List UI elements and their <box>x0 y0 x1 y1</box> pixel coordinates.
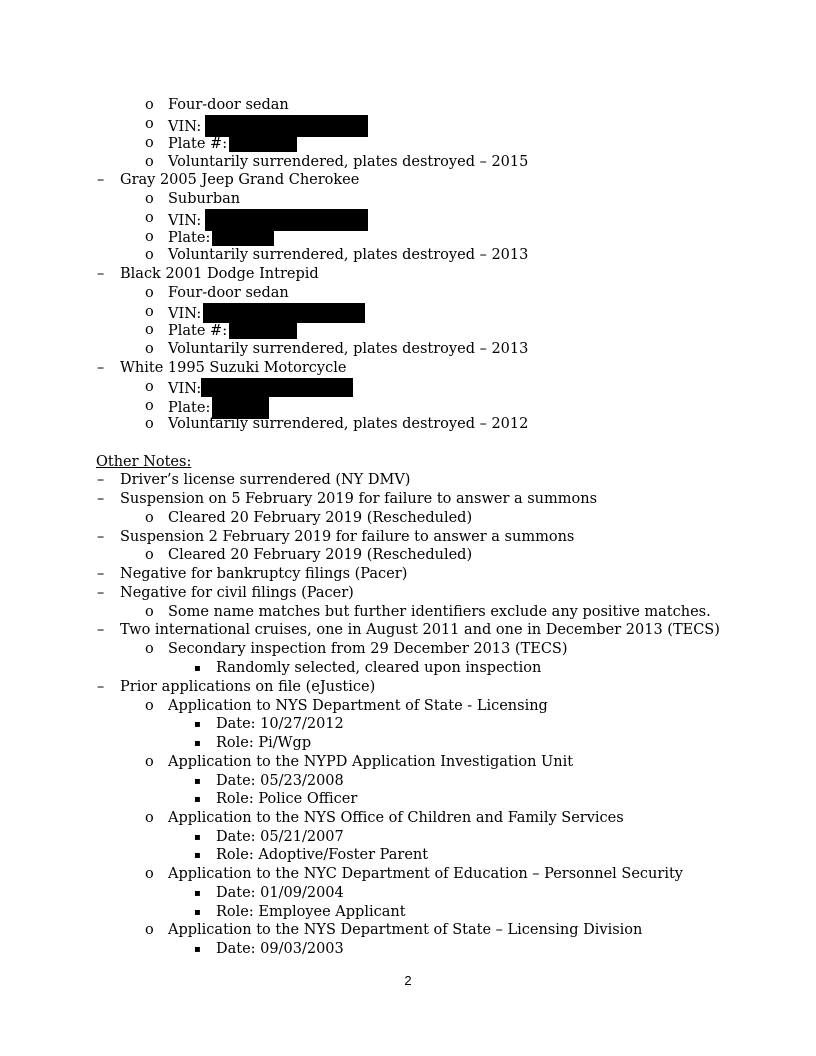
redaction-block <box>212 228 274 246</box>
list-bullet: o <box>145 698 154 714</box>
list-bullet: o <box>145 922 154 938</box>
list-bullet: – <box>97 585 105 601</box>
list-item-text: VIN: <box>168 213 202 229</box>
list-item-text: Role: Pi/Wgp <box>216 735 312 751</box>
list-bullet: – <box>97 491 105 507</box>
list-bullet: o <box>145 604 154 620</box>
list-bullet: ▪ <box>194 776 201 787</box>
section-heading: Other Notes: <box>96 454 192 470</box>
list-item-text: Plate #: <box>168 323 228 339</box>
list-item-text: Voluntarily surrendered, plates destroyed – 2013 <box>168 247 529 263</box>
list-item-text: Date: 01/09/2004 <box>216 885 344 901</box>
list-bullet: ▪ <box>194 850 201 861</box>
list-item-text: VIN: <box>168 381 202 397</box>
list-item-text: White 1995 Suzuki Motorcycle <box>120 360 347 376</box>
list-bullet: o <box>145 154 154 170</box>
list-bullet: – <box>97 529 105 545</box>
list-bullet: – <box>97 172 105 188</box>
redaction-block <box>229 134 297 152</box>
list-bullet: o <box>145 210 154 226</box>
list-item-text: Four-door sedan <box>168 97 289 113</box>
list-bullet: ▪ <box>194 794 201 805</box>
list-item-text: Secondary inspection from 29 December 2013 (TECS) <box>168 641 568 657</box>
list-bullet: – <box>97 566 105 582</box>
list-item-text: Plate #: <box>168 136 228 152</box>
list-item-text: Date: 05/21/2007 <box>216 829 344 845</box>
list-bullet: ▪ <box>194 663 201 674</box>
list-item-text: Cleared 20 February 2019 (Rescheduled) <box>168 547 473 563</box>
list-bullet: ▪ <box>194 832 201 843</box>
redaction-block <box>201 378 353 397</box>
list-bullet: o <box>145 285 154 301</box>
list-item-text: Date: 10/27/2012 <box>216 716 344 732</box>
list-item-text: Plate: <box>168 230 211 246</box>
list-item-text: Randomly selected, cleared upon inspection <box>216 660 542 676</box>
list-item-text: Suburban <box>168 191 241 207</box>
list-bullet: ▪ <box>194 944 201 955</box>
list-item-text: Four-door sedan <box>168 285 289 301</box>
list-bullet: ▪ <box>194 719 201 730</box>
list-item-text: Voluntarily surrendered, plates destroyed – 2012 <box>168 416 529 432</box>
page-number: 2 <box>404 973 412 988</box>
list-bullet: – <box>97 472 105 488</box>
list-bullet: – <box>97 266 105 282</box>
list-item-text: Suspension on 5 February 2019 for failure to answer a summons <box>120 491 598 507</box>
list-item-text: Voluntarily surrendered, plates destroyed – 2015 <box>168 154 529 170</box>
list-bullet: – <box>97 360 105 376</box>
list-bullet: o <box>145 754 154 770</box>
list-item-text: Prior applications on file (eJustice) <box>120 679 376 695</box>
redaction-block <box>203 303 365 323</box>
list-bullet: o <box>145 341 154 357</box>
list-item-text: Application to the NYS Office of Children and Family Services <box>168 810 624 826</box>
list-bullet: o <box>145 97 154 113</box>
list-item-text: Driver’s license surrendered (NY DMV) <box>120 472 411 488</box>
list-bullet: o <box>145 247 154 263</box>
list-item-text: VIN: <box>168 306 202 322</box>
list-item-text: Date: 09/03/2003 <box>216 941 344 957</box>
list-bullet: ▪ <box>194 907 201 918</box>
list-item-text: Some name matches but further identifiers exclude any positive matches. <box>168 604 711 620</box>
list-bullet: – <box>97 622 105 638</box>
list-bullet: o <box>145 398 154 414</box>
list-bullet: ▪ <box>194 888 201 899</box>
list-bullet: o <box>145 810 154 826</box>
list-item-text: Suspension 2 February 2019 for failure to answer a summons <box>120 529 575 545</box>
list-bullet: o <box>145 191 154 207</box>
list-item-text: Cleared 20 February 2019 (Rescheduled) <box>168 510 473 526</box>
list-item-text: Application to the NYS Department of State – Licensing Division <box>168 922 643 938</box>
list-bullet: o <box>145 135 154 151</box>
list-item-text: Application to the NYC Department of Education – Personnel Security <box>168 866 683 882</box>
list-bullet: o <box>145 229 154 245</box>
list-item-text: Date: 05/23/2008 <box>216 773 344 789</box>
list-item-text: Role: Police Officer <box>216 791 358 807</box>
list-item-text: VIN: <box>168 119 202 135</box>
list-item-text: Voluntarily surrendered, plates destroyed – 2013 <box>168 341 529 357</box>
list-bullet: o <box>145 510 154 526</box>
list-bullet: ▪ <box>194 738 201 749</box>
list-item-text: Role: Employee Applicant <box>216 904 406 920</box>
list-bullet: o <box>145 379 154 395</box>
list-bullet: o <box>145 547 154 563</box>
list-item-text: Plate: <box>168 400 211 416</box>
list-item-text: Application to the NYPD Application Investigation Unit <box>168 754 574 770</box>
list-bullet: o <box>145 322 154 338</box>
list-item-text: Gray 2005 Jeep Grand Cherokee <box>120 172 360 188</box>
list-bullet: o <box>145 416 154 432</box>
list-item-text: Black 2001 Dodge Intrepid <box>120 266 319 282</box>
list-item-text: Application to NYS Department of State - Licensing <box>168 698 548 714</box>
list-item-text: Negative for civil filings (Pacer) <box>120 585 354 601</box>
list-item-text: Negative for bankruptcy filings (Pacer) <box>120 566 408 582</box>
list-item-text: Two international cruises, one in August 2011 and one in December 2013 (TECS) <box>120 622 720 638</box>
list-item-text: Role: Adoptive/Foster Parent <box>216 847 429 863</box>
list-bullet: o <box>145 641 154 657</box>
list-bullet: o <box>145 304 154 320</box>
list-bullet: o <box>145 866 154 882</box>
list-bullet: o <box>145 116 154 132</box>
redaction-block <box>229 321 297 339</box>
list-bullet: – <box>97 679 105 695</box>
